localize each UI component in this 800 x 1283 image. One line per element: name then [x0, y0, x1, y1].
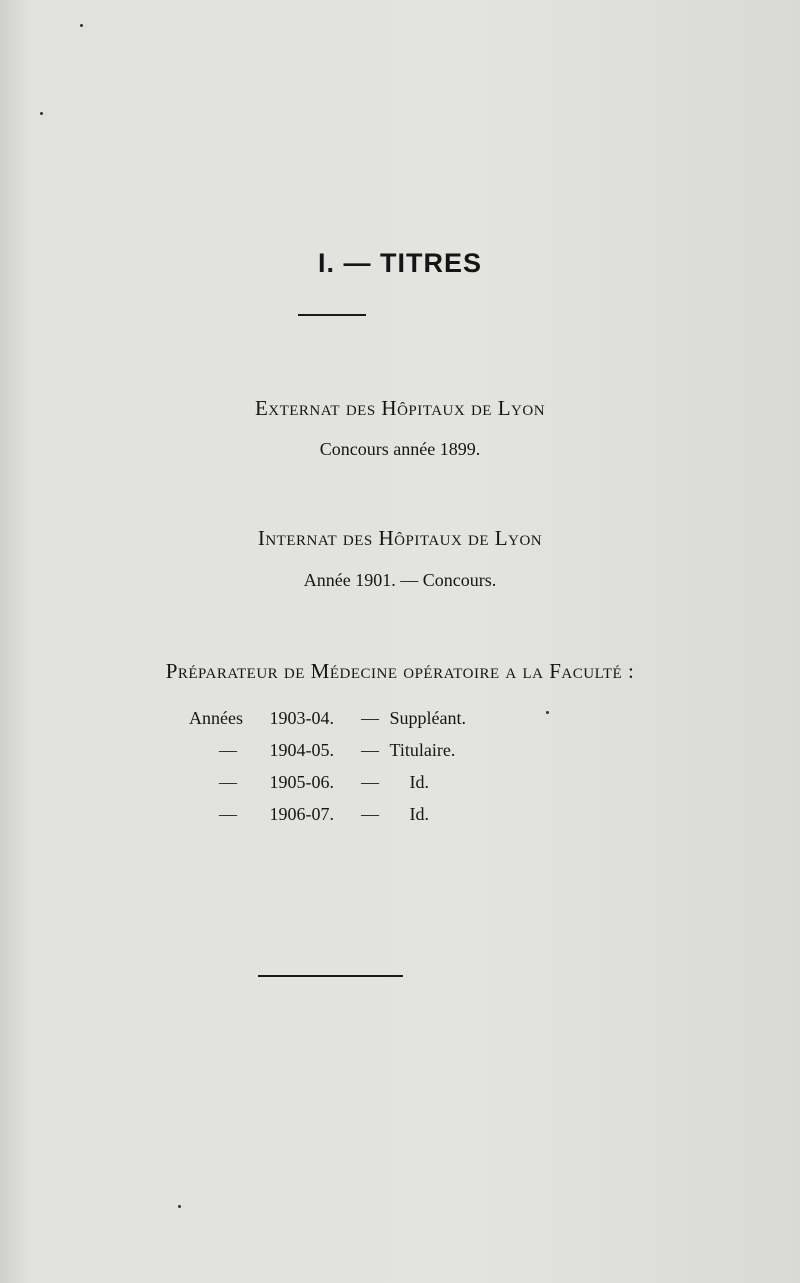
internat-detail: Année 1901. — Concours.	[303, 570, 497, 590]
row-prefix: —	[219, 772, 237, 792]
externat-heading: Externat des Hôpitaux de Lyon	[254, 396, 546, 420]
print-speck	[546, 711, 549, 714]
row-status: Id.	[409, 772, 429, 792]
closing-rule	[258, 975, 403, 977]
print-speck	[40, 112, 43, 115]
internat-heading: Internat des Hôpitaux de Lyon	[257, 526, 543, 550]
title-rule	[298, 314, 366, 316]
page-title: I. — TITRES	[317, 248, 482, 278]
appointment-row	[189, 772, 429, 793]
row-years: 1904-05.	[269, 740, 334, 760]
row-status: Suppléant.	[389, 708, 466, 728]
appointment-row	[189, 804, 429, 825]
preparateur-heading: Préparateur de Médecine opératoire a la Faculté :	[165, 659, 635, 683]
row-prefix: —	[219, 740, 237, 760]
externat-detail: Concours année 1899.	[319, 439, 481, 459]
row-prefix: —	[219, 804, 237, 824]
row-status: Id.	[409, 804, 429, 824]
row-status: Titulaire.	[389, 740, 456, 760]
appointment-row	[189, 740, 455, 761]
row-dash: —	[361, 708, 379, 728]
print-speck	[178, 1205, 181, 1208]
row-prefix: Années	[189, 708, 243, 728]
print-speck	[80, 24, 83, 27]
row-years: 1903-04.	[269, 708, 334, 728]
row-dash: —	[361, 804, 379, 824]
appointment-row	[189, 708, 466, 729]
row-dash: —	[361, 740, 379, 760]
row-years: 1906-07.	[269, 804, 334, 824]
row-years: 1905-06.	[269, 772, 334, 792]
row-dash: —	[361, 772, 379, 792]
